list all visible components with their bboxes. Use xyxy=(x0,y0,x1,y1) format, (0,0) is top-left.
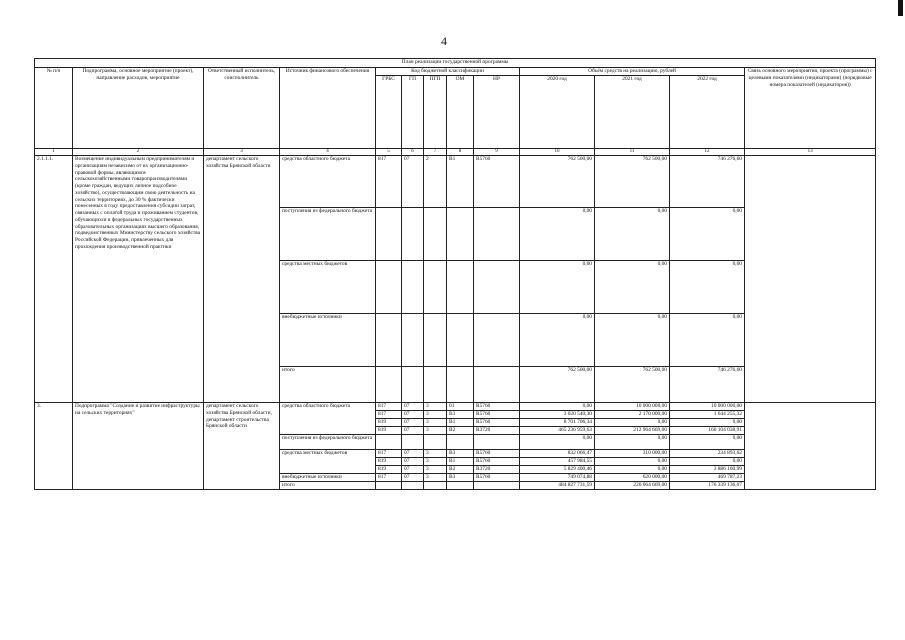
nr: R5760 xyxy=(474,458,520,466)
source: внебюджетные источники xyxy=(280,474,376,482)
row-num: 3. xyxy=(35,403,73,490)
value-2022: 0,00 xyxy=(670,208,745,261)
value-2020: 3 020 540,30 xyxy=(520,411,595,419)
header-2020: 2020 год xyxy=(520,75,595,148)
pgp: 3 xyxy=(424,403,447,411)
value-2021: 0,00 xyxy=(595,208,670,261)
nr: R5760 xyxy=(474,419,520,427)
program-plan-table xyxy=(34,58,876,490)
value-2020: 762 500,00 xyxy=(520,367,595,403)
pgp: 3 xyxy=(424,450,447,458)
pgp: 3 xyxy=(424,458,447,466)
header-source: Источник финансового обеспечения xyxy=(280,68,376,149)
om: В3 xyxy=(447,411,474,419)
value-2021: 2 170 000,00 xyxy=(595,411,670,419)
value-2021: 0,00 xyxy=(595,314,670,367)
executor: департамент сельского хозяйства Брянской области, департамент строительства Брянской области xyxy=(204,403,280,490)
grbs: 819 xyxy=(376,419,402,427)
nr: R3720 xyxy=(474,466,520,474)
value-2021: 0,00 xyxy=(595,458,670,466)
value-2022: 234 893,62 xyxy=(670,450,745,458)
indicator-link xyxy=(745,156,876,403)
om: В2 xyxy=(447,466,474,474)
value-2021: 10 000 000,00 xyxy=(595,403,670,411)
gp: 07 xyxy=(402,427,424,435)
grbs: 817 xyxy=(376,411,402,419)
nr: R5760 xyxy=(474,156,520,208)
header-grbs: ГРБС xyxy=(376,75,402,148)
header-volume: Объём средств на реализацию, рублей xyxy=(520,68,745,76)
grbs xyxy=(376,314,402,367)
header-om: ОМ xyxy=(447,75,474,148)
gp xyxy=(402,314,424,367)
header-subprogram: Подпрограмма, основное мероприятие (проект), направление расходов, мероприятие xyxy=(73,68,204,149)
nr: R5760 xyxy=(474,450,520,458)
header-pgp: ПГП xyxy=(424,75,447,148)
grbs: 819 xyxy=(376,427,402,435)
value-2022: 0,00 xyxy=(670,314,745,367)
header-kbk: Код бюджетной классификации xyxy=(376,68,520,76)
value-2020: 8 701 706,34 xyxy=(520,419,595,427)
value-2021: 0,00 xyxy=(595,419,670,427)
value-2022: 176 339 136,07 xyxy=(670,482,745,490)
value-2020: 0,00 xyxy=(520,403,595,411)
source: итого xyxy=(280,482,376,490)
source: поступления из федерального бюджета xyxy=(280,435,376,450)
om xyxy=(447,482,474,490)
nr: R5760 xyxy=(474,403,520,411)
grbs xyxy=(376,435,402,450)
pgp xyxy=(424,314,447,367)
value-2022: 0,00 xyxy=(670,458,745,466)
header-num: № п/п xyxy=(35,68,73,149)
grbs: 817 xyxy=(376,156,402,208)
om: В3 xyxy=(447,474,474,482)
gp: 07 xyxy=(402,411,424,419)
header-2021: 2021 год xyxy=(595,75,670,148)
col-number: 12 xyxy=(670,148,745,155)
value-2020: 5 829 400,46 xyxy=(520,466,595,474)
table-row xyxy=(35,403,876,411)
row-num: 2.1.1.1. xyxy=(35,156,73,403)
source: средства местных бюджетов xyxy=(280,450,376,474)
gp xyxy=(402,208,424,261)
value-2021: 310 000,00 xyxy=(595,450,670,458)
value-2020: 457 984,55 xyxy=(520,458,595,466)
col-number: 13 xyxy=(745,148,876,155)
gp: 07 xyxy=(402,466,424,474)
value-2022: 160 104 038,91 xyxy=(670,427,745,435)
col-number: 10 xyxy=(520,148,595,155)
om: В1 xyxy=(447,156,474,208)
source: поступления из федерального бюджета xyxy=(280,208,376,261)
gp xyxy=(402,482,424,490)
value-2021: 762 500,00 xyxy=(595,156,670,208)
gp xyxy=(402,261,424,314)
pgp: 2 xyxy=(424,156,447,208)
table-title: План реализации государственной программы xyxy=(35,59,876,68)
source: внебюджетные источники xyxy=(280,314,376,367)
nr: R5760 xyxy=(474,474,520,482)
value-2020: 465 236 959,63 xyxy=(520,427,595,435)
nr xyxy=(474,314,520,367)
grbs xyxy=(376,208,402,261)
value-2020: 0,00 xyxy=(520,208,595,261)
grbs xyxy=(376,367,402,403)
gp xyxy=(402,367,424,403)
value-2022: 10 000 000,00 xyxy=(670,403,745,411)
activity-name: Возмещение индивидуальным предпринимателям и организациям независимо от их организационно-правовой формы, являющимся сельскохозяйственными товаропроизводителями (кроме граждан, ведущих личное подсобное хозяйство), осуществляющим свою деятельность на сельских территориях, до 30 % фактически понесенных в году предоставления субсидии затрат, связанных с оплатой труда и проживанием студентов, обучающихся в федеральных государственных образовательных организациях высшего образования, подведомственных Министерству сельского хозяйства Российской Федерации, привлеченных для прохождения производственной практики xyxy=(73,156,204,403)
nr xyxy=(474,435,520,450)
value-2021: 226 064 669,00 xyxy=(595,482,670,490)
nr xyxy=(474,367,520,403)
grbs: 819 xyxy=(376,466,402,474)
col-number: 11 xyxy=(595,148,670,155)
value-2022: 1 644 255,32 xyxy=(670,411,745,419)
om: В2 xyxy=(447,427,474,435)
om: В1 xyxy=(447,419,474,427)
col-number: 2 xyxy=(73,148,204,155)
pgp: 3 xyxy=(424,419,447,427)
gp: 07 xyxy=(402,403,424,411)
value-2022: 0,00 xyxy=(670,435,745,450)
executor: департамент сельского хозяйства Брянской области xyxy=(204,156,280,403)
nr: R3720 xyxy=(474,427,520,435)
value-2020: 0,00 xyxy=(520,261,595,314)
value-2022: 0,00 xyxy=(670,419,745,427)
col-number: 9 xyxy=(474,148,520,155)
value-2021: 620 000,00 xyxy=(595,474,670,482)
source: средства областного бюджета xyxy=(280,156,376,208)
pgp: 3 xyxy=(424,411,447,419)
value-2022: 469 787,23 xyxy=(670,474,745,482)
col-number: 7 xyxy=(424,148,447,155)
value-2020: 749 074,88 xyxy=(520,474,595,482)
pgp xyxy=(424,482,447,490)
nr xyxy=(474,482,520,490)
col-number: 4 xyxy=(280,148,376,155)
om xyxy=(447,208,474,261)
om xyxy=(447,314,474,367)
om: В3 xyxy=(447,450,474,458)
subprogram-name: Подпрограмма "Создание и развитие инфраструктуры на сельских территориях" xyxy=(73,403,204,490)
value-2022: 3 886 160,99 xyxy=(670,466,745,474)
nr xyxy=(474,208,520,261)
header-nr: НР xyxy=(474,75,520,148)
value-2021: 0,00 xyxy=(595,466,670,474)
pgp xyxy=(424,261,447,314)
value-2021: 762 500,00 xyxy=(595,367,670,403)
col-number: 1 xyxy=(35,148,73,155)
value-2020: 832 066,47 xyxy=(520,450,595,458)
gp: 07 xyxy=(402,450,424,458)
pgp xyxy=(424,367,447,403)
grbs: 817 xyxy=(376,403,402,411)
col-number: 6 xyxy=(402,148,424,155)
om: В1 xyxy=(447,458,474,466)
header-2022: 2022 год xyxy=(670,75,745,148)
om xyxy=(447,261,474,314)
grbs: 817 xyxy=(376,450,402,458)
header-link: Связь основного мероприятия, проекта (программы) с целевыми показателями (индикаторами) (порядковые номера показателей (индикаторов)) xyxy=(745,68,876,149)
col-number: 8 xyxy=(447,148,474,155)
page-number: 4 xyxy=(441,34,447,48)
gp: 07 xyxy=(402,419,424,427)
value-2021: 0,00 xyxy=(595,435,670,450)
gp: 07 xyxy=(402,474,424,482)
gp xyxy=(402,435,424,450)
col-number: 5 xyxy=(376,148,402,155)
source: итого xyxy=(280,367,376,403)
source: средства областного бюджета xyxy=(280,403,376,435)
om xyxy=(447,435,474,450)
gp: 07 xyxy=(402,156,424,208)
table-row xyxy=(35,156,876,208)
gp: 07 xyxy=(402,458,424,466)
pgp xyxy=(424,435,447,450)
pgp xyxy=(424,208,447,261)
pgp: 3 xyxy=(424,474,447,482)
value-2021: 212 964 669,00 xyxy=(595,427,670,435)
pgp: 3 xyxy=(424,427,447,435)
grbs: 817 xyxy=(376,474,402,482)
header-executor: Ответственный исполнитель, соисполнитель xyxy=(204,68,280,149)
om: 01 xyxy=(447,403,474,411)
source: средства местных бюджетов xyxy=(280,261,376,314)
grbs xyxy=(376,261,402,314)
pgp: 3 xyxy=(424,466,447,474)
scan-edge-mark xyxy=(898,0,903,16)
value-2020: 0,00 xyxy=(520,435,595,450)
value-2020: 0,00 xyxy=(520,314,595,367)
value-2022: 746 276,60 xyxy=(670,367,745,403)
header-gp: ГП xyxy=(402,75,424,148)
value-2020: 484 827 731,59 xyxy=(520,482,595,490)
value-2020: 762 500,00 xyxy=(520,156,595,208)
col-number: 3 xyxy=(204,148,280,155)
nr: R5760 xyxy=(474,411,520,419)
indicator-link xyxy=(745,403,876,490)
value-2022: 746 276,60 xyxy=(670,156,745,208)
grbs: 819 xyxy=(376,458,402,466)
om xyxy=(447,367,474,403)
value-2021: 0,00 xyxy=(595,261,670,314)
grbs xyxy=(376,482,402,490)
value-2022: 0,00 xyxy=(670,261,745,314)
nr xyxy=(474,261,520,314)
